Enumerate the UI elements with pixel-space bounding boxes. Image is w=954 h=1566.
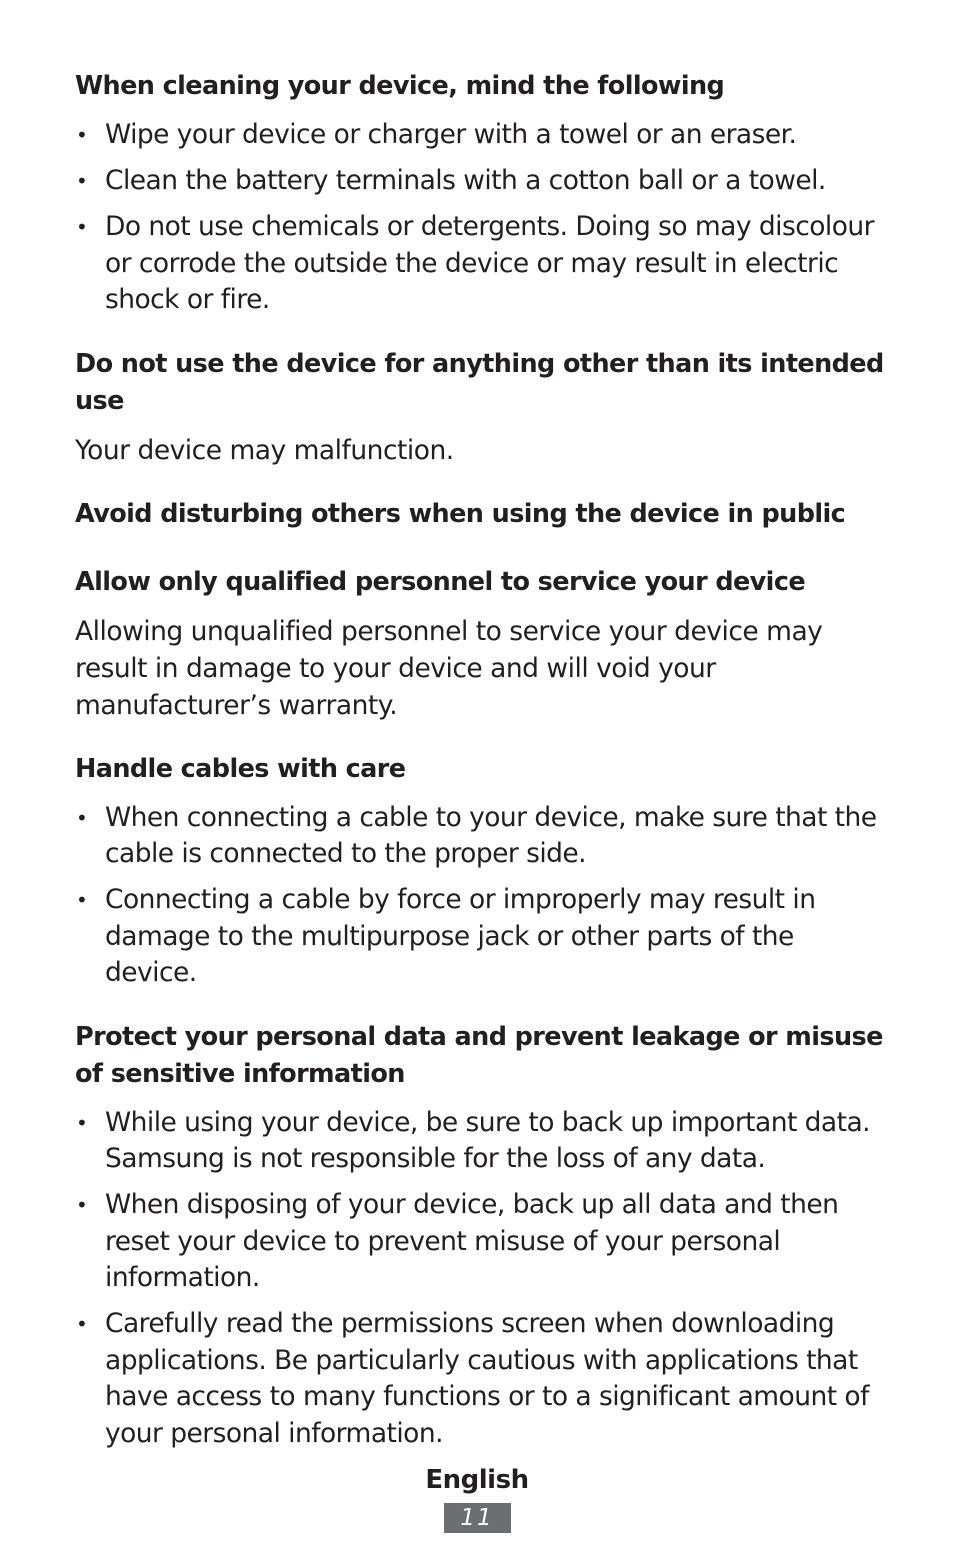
list-item bbox=[75, 1105, 885, 1178]
section-public-use bbox=[75, 496, 885, 533]
bullet-icon: • bbox=[76, 169, 88, 193]
bullet-icon: • bbox=[76, 888, 88, 912]
page-footer bbox=[0, 1463, 954, 1533]
bullet-icon: • bbox=[76, 1193, 88, 1217]
list-item-text: When connecting a cable to your device, make sure that the cable is connected to the proper side. bbox=[105, 801, 877, 869]
bullet-list bbox=[75, 800, 885, 992]
bullet-icon: • bbox=[76, 215, 88, 239]
bullet-icon: • bbox=[76, 1312, 88, 1336]
list-item bbox=[75, 163, 885, 200]
list-item bbox=[75, 800, 885, 873]
bullet-icon: • bbox=[76, 123, 88, 147]
section-cleaning bbox=[75, 68, 885, 319]
list-item-text: Do not use chemicals or detergents. Doing so may discolour or corrode the outside the device or may result in electric shock or fire. bbox=[105, 211, 874, 315]
list-item bbox=[75, 209, 885, 319]
list-item-text: Carefully read the permissions screen when downloading applications. Be particularly cautious with applications that have access to many functions or to a significant amount of your personal information. bbox=[105, 1308, 869, 1449]
section-text: Your device may malfunction. bbox=[75, 434, 454, 466]
section-heading: Do not use the device for anything other than its intended use bbox=[75, 348, 884, 416]
section-intended-use bbox=[75, 346, 885, 469]
section-personal-data bbox=[75, 1019, 885, 1453]
document-body bbox=[75, 68, 885, 1452]
bullet-icon: • bbox=[76, 805, 88, 830]
page-number: 11 bbox=[444, 1503, 511, 1533]
list-item-text: Connecting a cable by force or improperly may result in damage to the multipurpose jack or other parts of the device. bbox=[105, 884, 816, 988]
section-heading: Handle cables with care bbox=[75, 753, 406, 784]
list-item-text: Wipe your device or charger with a towel or an eraser. bbox=[105, 119, 797, 150]
list-item-text: Clean the battery terminals with a cotton ball or a towel. bbox=[105, 165, 826, 196]
section-text: Allowing unqualified personnel to service your device may result in damage to your device and will void your manufacturer’s warranty. bbox=[75, 615, 823, 721]
section-heading: Protect your personal data and prevent leakage or misuse of sensitive information bbox=[75, 1021, 883, 1089]
list-item-text: When disposing of your device, back up all data and then reset your device to prevent misuse of your personal information. bbox=[105, 1189, 839, 1293]
bullet-list bbox=[75, 117, 885, 319]
footer-language: English bbox=[425, 1465, 529, 1495]
list-item bbox=[75, 1187, 885, 1297]
bullet-icon: • bbox=[76, 1110, 88, 1135]
list-item bbox=[75, 882, 885, 992]
section-heading: Allow only qualified personnel to service your device bbox=[75, 566, 806, 597]
section-heading: When cleaning your device, mind the following bbox=[75, 71, 725, 101]
section-heading: Avoid disturbing others when using the device in public bbox=[75, 498, 846, 529]
list-item bbox=[75, 1306, 885, 1452]
section-qualified-personnel bbox=[75, 564, 885, 724]
bullet-list bbox=[75, 1105, 885, 1453]
list-item bbox=[75, 117, 885, 154]
list-item-text: While using your device, be sure to back up important data. Samsung is not responsible for the loss of any data. bbox=[105, 1106, 871, 1174]
section-cables bbox=[75, 751, 885, 992]
